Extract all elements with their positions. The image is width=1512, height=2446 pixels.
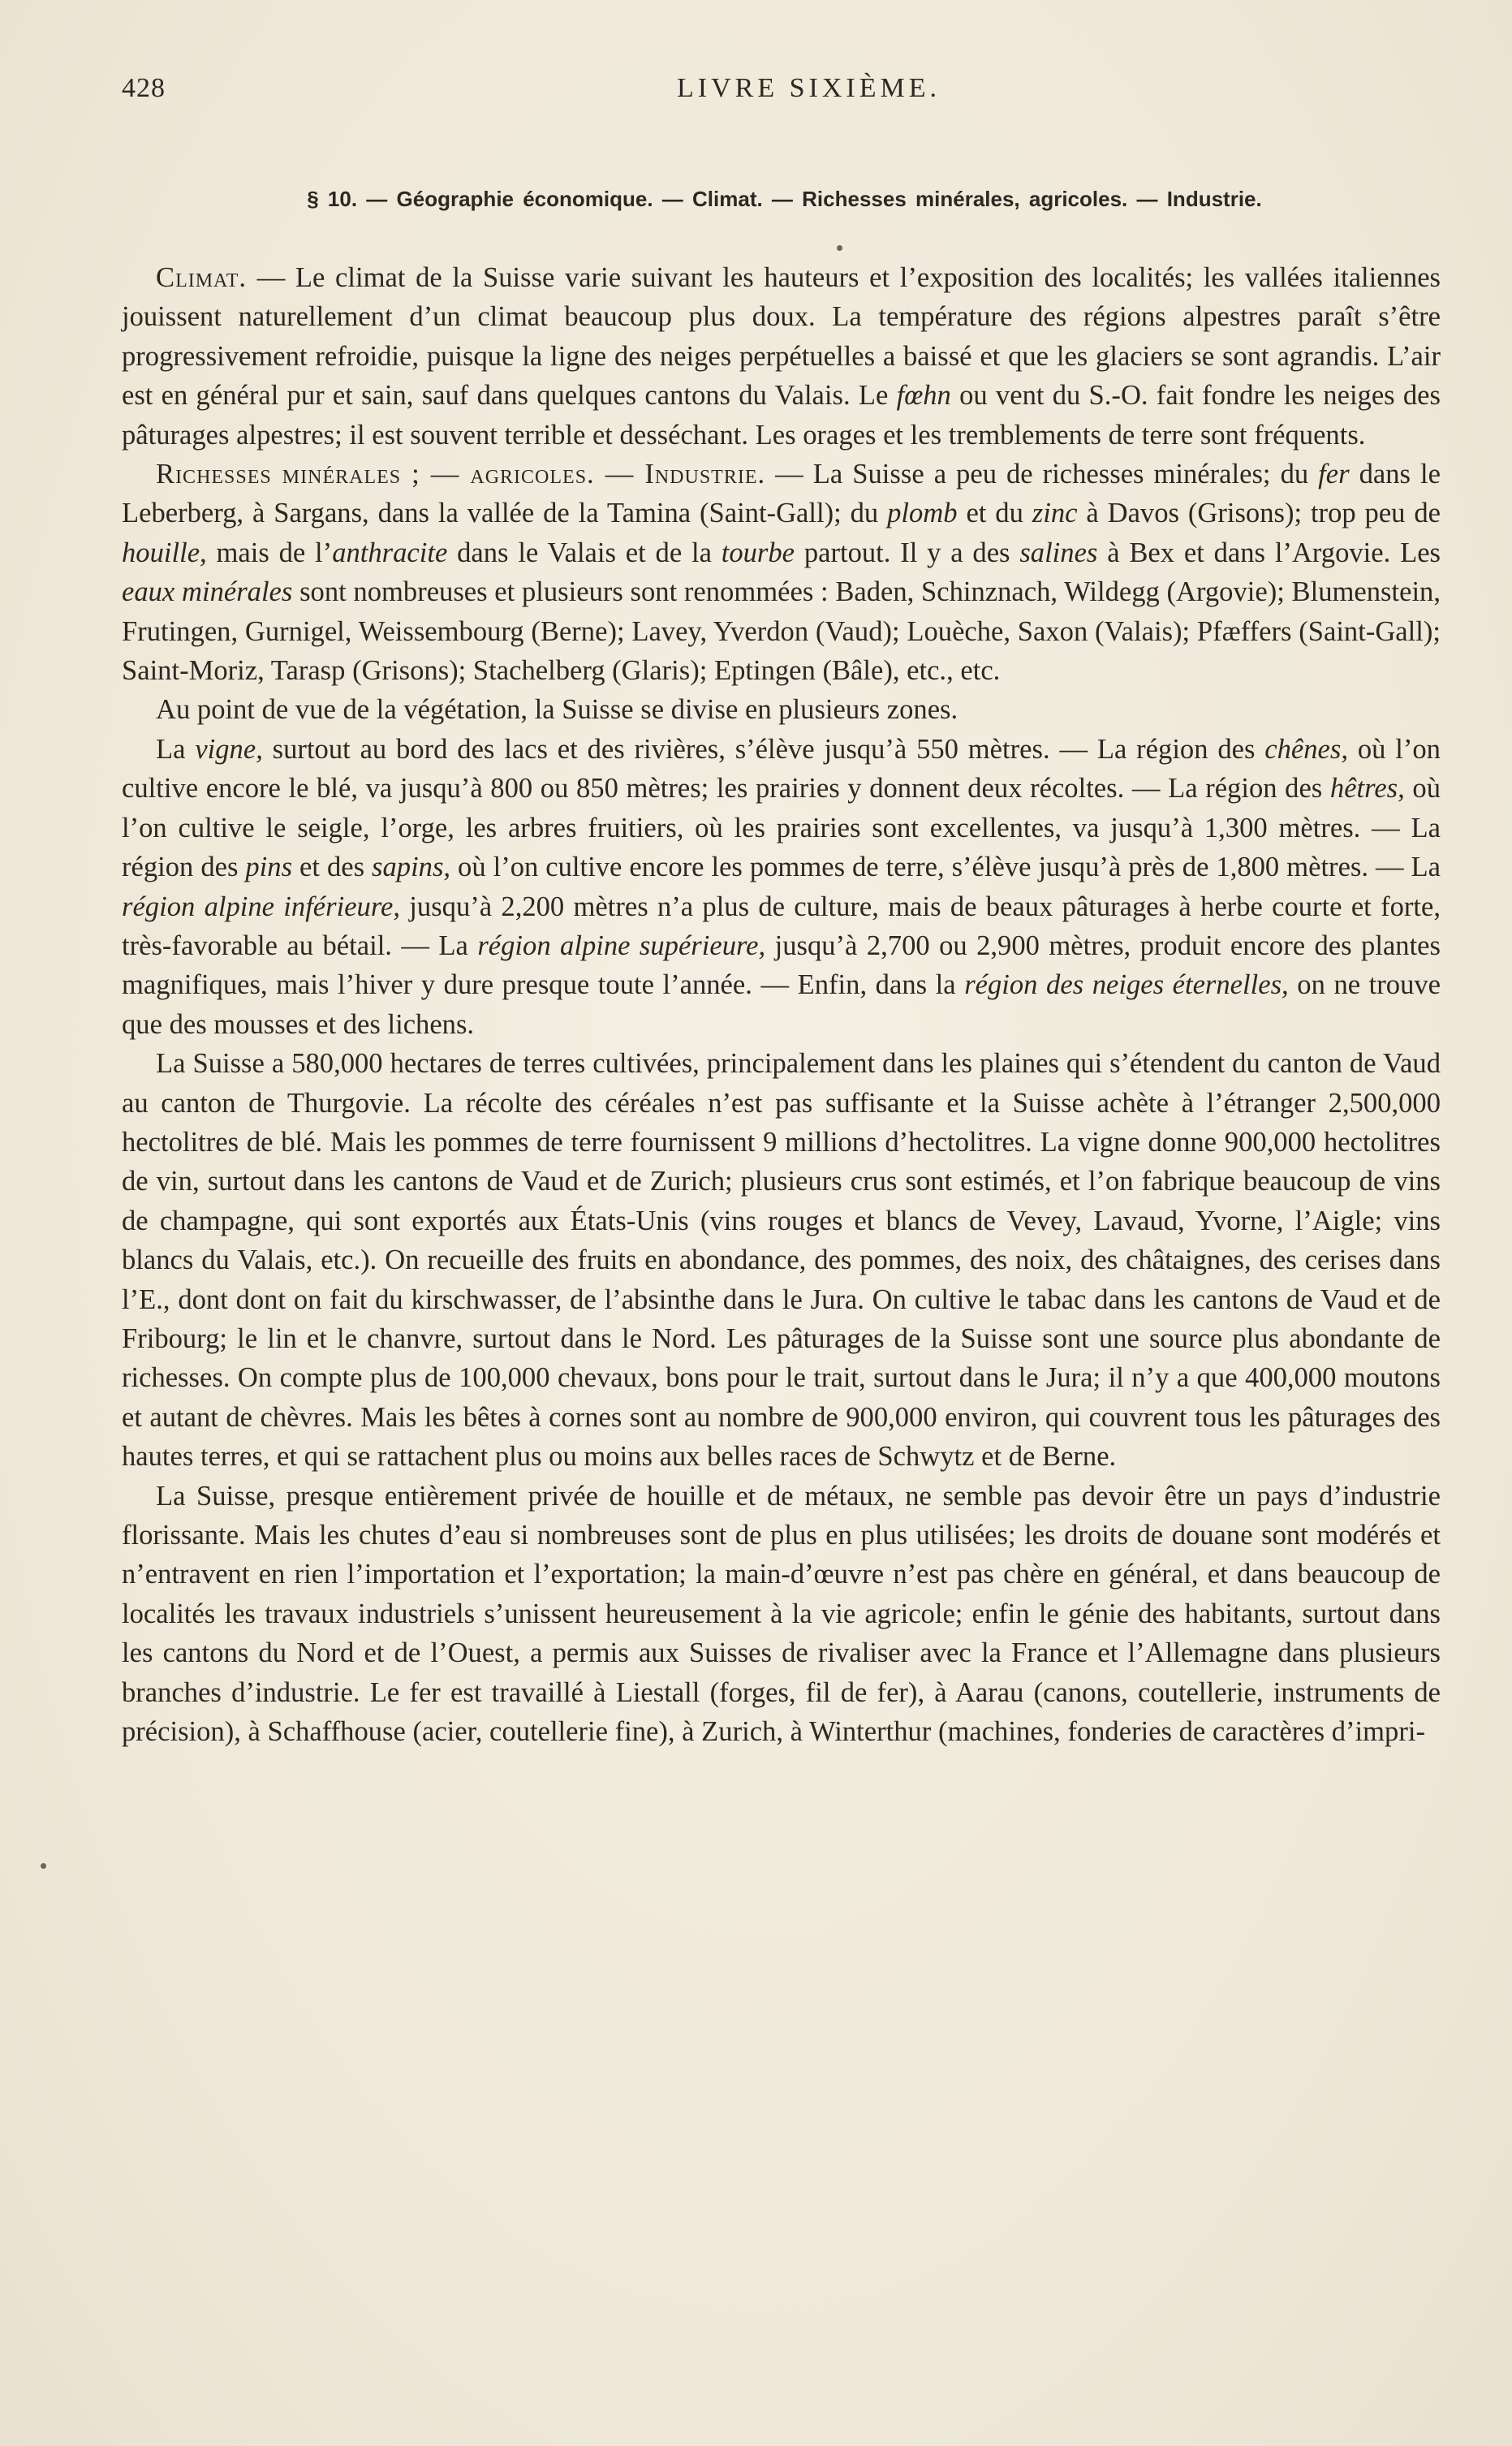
body-text: [122, 258, 1441, 1751]
paragraph-vegetation-zones: [122, 730, 1441, 1044]
print-speck: [837, 245, 842, 251]
italic-term: anthracite: [332, 537, 448, 568]
page-number: 428: [122, 73, 166, 103]
print-speck: [41, 1863, 46, 1869]
text-run: — La Suisse a peu de richesses minérales; du: [765, 459, 1319, 490]
text-run: sont nombreuses et plusieurs sont renommées : Baden, Schinznach, Wildegg (Argovie); Blumenstein, Frutingen, Gurnigel, Weissembourg (Berne); Lavey, Yverdon (Vaud); Louèche, Saxon (Valais); Pfæffers (Saint-Gall); Saint-Moriz, Tarasp (Grisons); Stachelberg (Glaris); Eptingen (Bâle), etc., etc.: [122, 576, 1441, 687]
text-run: surtout au bord des lacs et des rivières, s’élève jusqu’à 550 mètres. — La région des: [262, 733, 1265, 765]
page-header: [122, 73, 1447, 109]
text-run: où l’on cultive le seigle, l’orge, les arbres fruitiers, où les prairies sont excellentes, va jusqu’à 1,300 mètres. — La région des: [122, 773, 1441, 883]
text-run: — Le climat de la Suisse varie suivant les hauteurs et l’exposition des localités; les vallées italiennes jouissent naturellement d’un climat beaucoup plus doux. La température des régions alpestres paraît s’être progressivement refroidie, puisque la ligne des neiges perpétuelles a baissé et que les glaciers se sont agrandis. L’air est en général pur et sain, sauf dans quelques cantons du Valais. Le: [122, 262, 1441, 412]
italic-term: région alpine supérieure,: [477, 930, 766, 961]
text-run: dans le Leberberg, à Sargans, dans la vallée de la Tamina (Saint-Gall); du: [122, 459, 1441, 529]
italic-term: hêtres,: [1329, 773, 1405, 805]
text-run: où l’on cultive encore le blé, va jusqu’à 800 ou 850 mètres; les prairies y donnent deux récoltes. — La région des: [122, 733, 1441, 805]
italic-term: fer: [1318, 459, 1350, 490]
text-run: jusqu’à 2,700 ou 2,900 mètres, produit encore des plantes magnifiques, mais l’hiver y dure presque toute l’année. — Enfin, dans la: [122, 930, 1441, 1001]
text-run: partout. Il y a des: [795, 537, 1020, 568]
italic-term: tourbe: [721, 537, 795, 568]
paragraph-climat: [122, 258, 1441, 455]
text-run: dans le Valais et de la: [447, 537, 722, 568]
paragraph-agriculture: La Suisse a 580,000 hectares de terres cultivées, principalement dans les plaines qui s’étendent du canton de Vaud au canton de Thurgovie. La récolte des céréales n’est pas suffisante et la Suisse achète à l’étranger 2,500,000 hectolitres de blé. Mais les pommes de terre fournissent 9 millions d’hectolitres. La vigne donne 900,000 hectolitres de vin, surtout dans les cantons de Vaud et de Zurich; plusieurs crus sont estimés, et l’on fabrique beaucoup de vins de champagne, qui sont exportés aux États-Unis (vins rouges et blancs de Vevey, Lavaud, Yvorne, l’Aigle; vins blancs du Valais, etc.). On recueille des fruits en abondance, des pommes, des noix, des châtaignes, des cerises dans l’E., dont dont on fait du kirschwasser, de l’absinthe dans le Jura. On cultive le tabac dans les cantons de Vaud et de Fribourg; le lin et le chanvre, surtout dans le Nord. Les pâturages de la Suisse sont une source plus abondante de richesses. On compte plus de 100,000 chevaux, bons pour le trait, surtout dans le Jura; il n’y a que 400,000 moutons et autant de chèvres. Mais les bêtes à cornes sont au nombre de 900,000 environ, qui couvrent tous les pâturages des hautes terres, et qui se rattachent plus ou moins aux belles races de Schwytz et de Berne.: [122, 1048, 1441, 1473]
italic-term: région alpine inférieure,: [122, 891, 401, 922]
italic-term: chênes,: [1264, 733, 1349, 765]
text-run: où l’on cultive encore les pommes de terre, s’élève jusqu’à près de 1,800 mètres. — La: [450, 852, 1441, 883]
italic-term: plomb: [887, 498, 958, 529]
running-title: LIVRE SIXIÈME.: [677, 73, 941, 103]
paragraph-vegetation-intro: Au point de vue de la végétation, la Suisse se divise en plusieurs zones.: [156, 694, 958, 726]
italic-term: pins: [245, 852, 293, 883]
text-run: et des: [292, 852, 373, 883]
text-run: on ne trouve que des mousses et des lichens.: [122, 969, 1441, 1040]
text-run: à Bex et dans l’Argovie. Les: [1097, 537, 1441, 568]
italic-term: fœhn: [896, 380, 951, 412]
text-run: et du: [957, 498, 1032, 529]
text-run: jusqu’à 2,200 mètres n’a plus de culture, mais de beaux pâturages à herbe courte et forte, très-favorable au bétail. — La: [122, 891, 1441, 961]
section-heading: § 10. — Géographie économique. — Climat. — Richesses minérales, agricoles. — Industrie.: [307, 187, 1262, 211]
text-run: à Davos (Grisons); trop peu de: [1077, 498, 1441, 529]
paragraph-lead: Climat.: [156, 262, 248, 293]
italic-term: houille,: [122, 537, 207, 568]
italic-term: région des neiges éternelles,: [964, 969, 1289, 1001]
paragraph-lead: Richesses minérales ; — agricoles. — Industrie.: [156, 459, 766, 490]
italic-term: vigne,: [195, 733, 263, 765]
text-run: La: [156, 733, 196, 765]
text-run: ou vent du S.-O. fait fondre les neiges des pâturages alpestres; il est souvent terrible et desséchant. Les orages et les tremblements de terre sont fréquents.: [122, 380, 1441, 451]
paragraph-industrie: La Suisse, presque entièrement privée de houille et de métaux, ne semble pas devoir être un pays d’industrie florissante. Mais les chutes d’eau si nombreuses sont de plus en plus utilisées; les droits de douane sont modérés et n’entravent en rien l’importation et l’exportation; la main-d’œuvre n’est pas chère en général, et dans beaucoup de localités les travaux industriels s’unissent heureusement à la vie agricole; enfin le génie des habitants, surtout dans les cantons du Nord et de l’Ouest, a permis aux Suisses de rivaliser avec la France et l’Allemagne dans plusieurs branches d’industrie. Le fer est travaillé à Liestall (forges, fil de fer), à Aarau (canons, coutellerie, instruments de précision), à Schaffhouse (acier, coutellerie fine), à Zurich, à Winterthur (machines, fonderies de caractères d’impri-: [122, 1480, 1441, 1748]
italic-term: eaux minérales: [122, 576, 293, 608]
paragraph-richesses: [122, 455, 1441, 690]
text-run: mais de l’: [206, 537, 333, 568]
italic-term: sapins,: [372, 852, 451, 883]
italic-term: zinc: [1032, 498, 1078, 529]
italic-term: salines: [1019, 537, 1098, 568]
